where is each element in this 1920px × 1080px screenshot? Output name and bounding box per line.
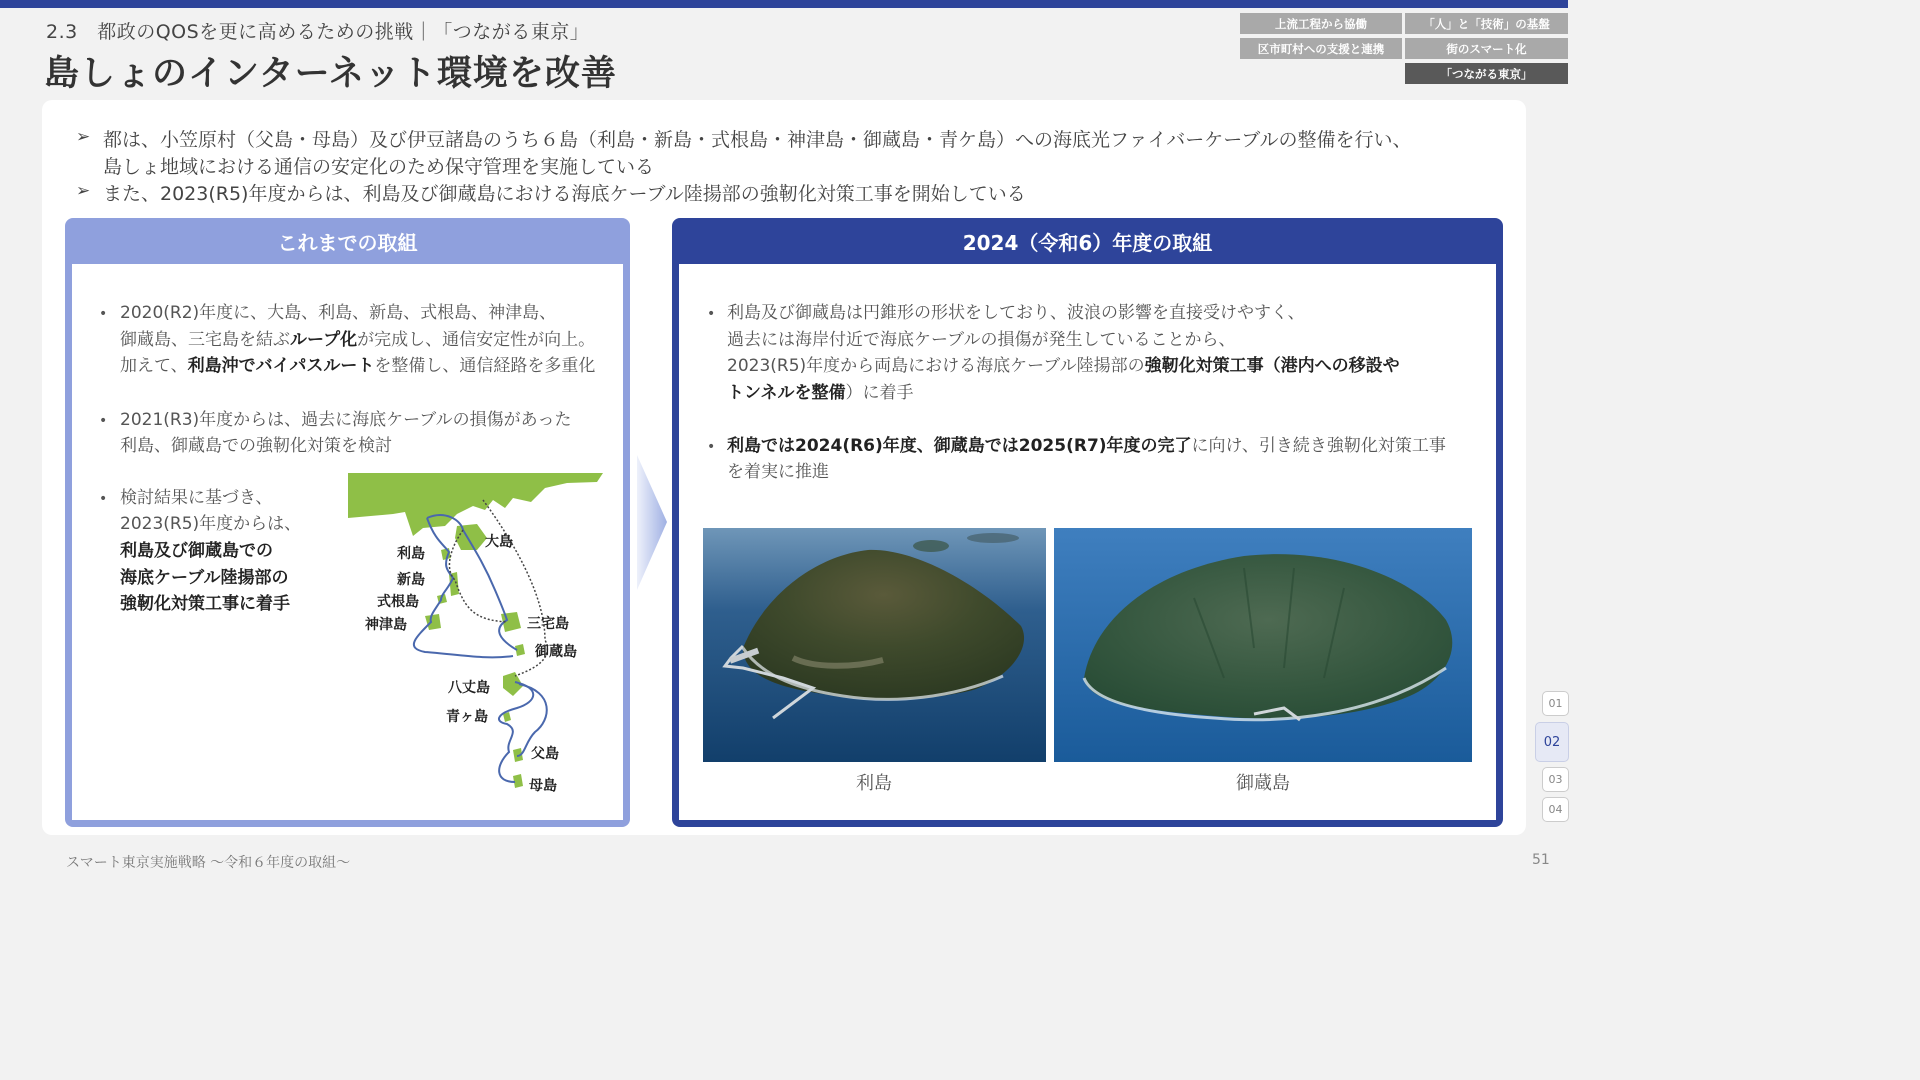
mikurajima-photo-caption: 御蔵島 (1236, 773, 1290, 794)
page-tab-03[interactable]: 03 (1542, 767, 1569, 792)
bullet-dot: • (99, 491, 108, 507)
fy2024-bullet-1-line-1: 利島及び御蔵島は円錐形の形状をしており、波浪の影響を直接受けやすく、 (727, 303, 1305, 323)
page-tab-01[interactable]: 01 (1542, 691, 1569, 716)
past-bullet-2-line-1: 2021(R3)年度からは、過去に海底ケーブルの損傷があった (120, 410, 572, 430)
nav-tag-smart-city[interactable]: 街のスマート化 (1405, 38, 1568, 59)
nav-tag-upstream[interactable]: 上流工程から協働 (1240, 13, 1402, 34)
top-accent-bar (0, 0, 1568, 8)
past-initiatives-title: これまでの取組 (277, 230, 418, 255)
map-label-niijima: 新島 (397, 572, 425, 588)
fy2024-bullet-2-line-1: 利島では2024(R6)年度、御蔵島では2025(R7)年度の完了に向け、引き続き強靭化対策工事 (727, 436, 1446, 456)
submarine-cable-map (345, 470, 610, 800)
page-tab-02[interactable]: 02 (1535, 722, 1569, 762)
oshima-shape (455, 524, 487, 550)
map-label-hahajima: 母島 (529, 778, 557, 794)
page-title: 島しょのインターネット環境を改善 (44, 54, 617, 94)
toshima-photo-caption: 利島 (856, 773, 892, 794)
page-tab-04[interactable]: 04 (1542, 797, 1569, 822)
map-label-mikurajima: 御蔵島 (535, 644, 577, 660)
intro-line-2: 島しょ地域における通信の安定化のため保守管理を実施している (103, 156, 655, 178)
section-label: 2.3 都政のQOSを更に高めるための挑戦｜「つながる東京」 (46, 21, 590, 43)
footer-title: スマート東京実施戦略 ～令和６年度の取組～ (66, 855, 351, 871)
map-label-chichijima: 父島 (531, 746, 559, 762)
cable-route-south (499, 682, 533, 782)
past-bullet-1-line-2: 御蔵島、三宅島を結ぶループ化が完成し、通信安定性が向上。 (120, 330, 596, 350)
map-label-miyakejima: 三宅島 (527, 616, 569, 632)
kozushima-shape (425, 614, 441, 630)
bullet-dot: • (99, 306, 108, 322)
nav-tag-connected-tokyo[interactable]: 「つながる東京」 (1405, 63, 1568, 84)
fy2024-bullet-2-line-2: を着実に推進 (727, 462, 829, 482)
bullet-dot: • (707, 306, 716, 322)
progress-arrow (637, 455, 667, 590)
past-bullet-3-line-5: 強靭化対策工事に着手 (120, 594, 290, 614)
fy2024-bullet-1-line-4: トンネルを整備）に着手 (727, 383, 914, 403)
mikurajima-aerial-photo (1054, 528, 1472, 762)
intro-line-1: 都は、小笠原村（父島・母島）及び伊豆諸島のうち６島（利島・新島・式根島・神津島・御蔵島・青ケ島）への海底光ファイバーケーブルの整備を行い、 (103, 129, 1412, 151)
intro-bullet-2: ➢ (76, 181, 91, 201)
map-label-kozushima: 神津島 (365, 617, 407, 633)
fy2024-initiatives-title: 2024（令和6）年度の取組 (962, 230, 1213, 255)
fy2024-bullet-1-line-2: 過去には海岸付近で海底ケーブルの損傷が発生していることから、 (727, 330, 1236, 350)
intro-bullet-1: ➢ (76, 127, 91, 147)
map-label-oshima: 大島 (485, 534, 513, 550)
past-bullet-3-line-2: 2023(R5)年度からは、 (120, 514, 302, 534)
nav-tag-foundation[interactable]: 「人」と「技術」の基盤 (1405, 13, 1568, 34)
map-label-toshima: 利島 (397, 546, 425, 562)
page-number: 51 (1532, 852, 1550, 868)
bullet-dot: • (707, 439, 716, 455)
past-bullet-2-line-2: 利島、御蔵島での強靭化対策を検討 (120, 436, 392, 456)
intro-line-3: また、2023(R5)年度からは、利島及び御蔵島における海底ケーブル陸揚部の強靭化対策工事を開始している (103, 183, 1026, 205)
map-label-shikinejima: 式根島 (377, 594, 419, 610)
bullet-dot: • (99, 413, 108, 429)
past-bullet-3-line-1: 検討結果に基づき、 (120, 488, 273, 508)
past-bullet-1-line-1: 2020(R2)年度に、大島、利島、新島、式根島、神津島、 (120, 303, 557, 323)
past-bullet-1-line-3: 加えて、利島沖でバイパスルートを整備し、通信経路を多重化 (120, 356, 596, 376)
fy2024-bullet-1-line-3: 2023(R5)年度から両島における海底ケーブル陸揚部の強靭化対策工事（港内への移設や (727, 356, 1400, 376)
toshima-aerial-photo (703, 528, 1046, 762)
map-label-aogashima: 青ヶ島 (446, 709, 488, 725)
map-label-hachijojima: 八丈島 (448, 680, 490, 696)
nav-tag-municipal-support[interactable]: 区市町村への支援と連携 (1240, 38, 1402, 59)
past-bullet-3-line-4: 海底ケーブル陸揚部の (120, 568, 289, 588)
past-bullet-3-line-3: 利島及び御蔵島での (120, 541, 273, 561)
